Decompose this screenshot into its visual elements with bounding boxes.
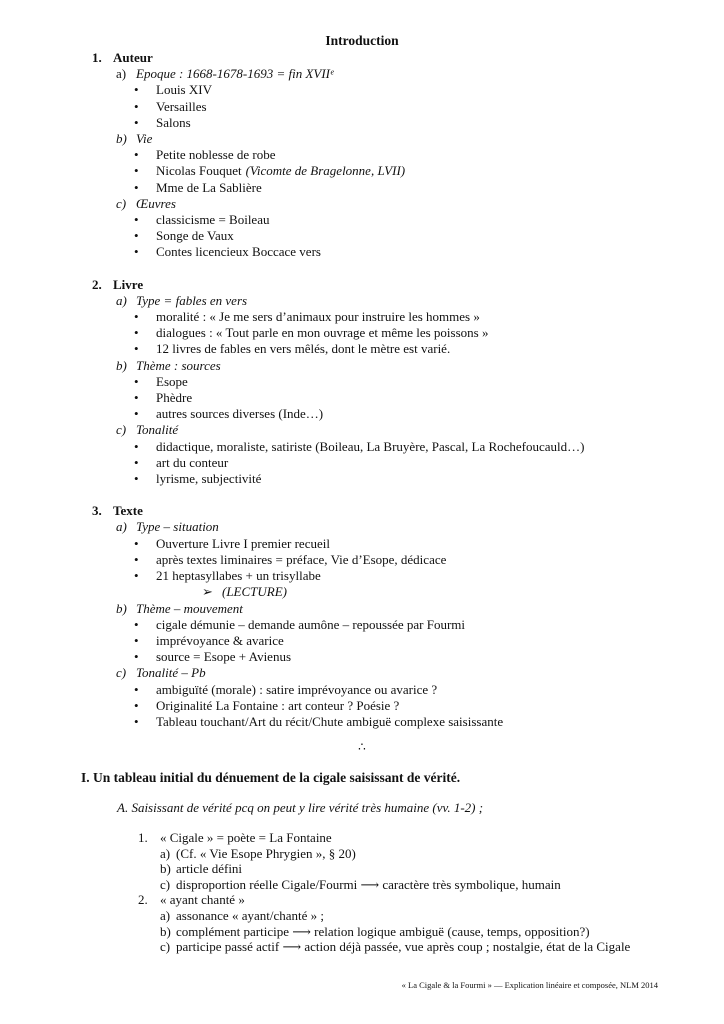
section-number: 1. <box>92 50 102 65</box>
bullet-item <box>92 390 692 406</box>
bullet-item <box>92 228 692 244</box>
bullet-text: Petite noblesse de robe <box>156 147 276 163</box>
bullet-item <box>92 552 692 568</box>
bullet-mark: • <box>134 568 139 584</box>
bullet-item <box>92 374 692 390</box>
detail-sub-text: participe passé actif ⟶ action déjà passée, vue après coup ; nostalgie, état de la Cigale <box>176 939 631 955</box>
page-title: Introduction <box>325 33 399 48</box>
subsection-heading <box>92 196 692 212</box>
subsection-heading <box>92 293 692 309</box>
bullet-item <box>92 617 692 633</box>
bullet-mark: • <box>134 616 139 632</box>
bullet-item <box>92 325 692 341</box>
section-gap <box>92 261 692 277</box>
bullet-mark: • <box>134 228 139 244</box>
bullet-text: autres sources diverses (Inde…) <box>156 406 324 422</box>
bullet-item <box>92 115 692 131</box>
section-gap <box>92 487 692 503</box>
detail-text: « Cigale » = poète = La Fontaine <box>160 830 332 845</box>
bullet-text: Nicolas Fouquet <box>156 163 242 179</box>
bullet-item <box>92 682 692 698</box>
detail-sub-text: article défini <box>176 861 243 877</box>
section-title: Texte <box>113 503 143 519</box>
bullet-mark: • <box>134 713 139 729</box>
bullet-mark: • <box>134 406 139 422</box>
bullet-text: Salons <box>156 114 191 130</box>
detail-sub-text: disproportion réelle Cigale/Fourmi ⟶ caractère très symbolique, humain <box>176 876 561 892</box>
detail-list <box>138 830 698 955</box>
subsection-title: Vie <box>136 131 153 147</box>
bullet-text: art du conteur <box>156 454 229 470</box>
section-number: 2. <box>92 276 102 292</box>
subsection-letter: c) <box>116 665 127 681</box>
subsection-letter: c) <box>116 195 127 211</box>
detail-subitem <box>138 924 698 940</box>
subsection-title: Thème : sources <box>136 357 221 373</box>
bullet-item <box>92 568 692 584</box>
bullet-mark: • <box>134 147 139 163</box>
detail-number: 1. <box>138 830 148 845</box>
bullet-mark: • <box>134 551 139 567</box>
detail-sub-text: (Cf. « Vie Esope Phrygien », § 20) <box>176 845 356 861</box>
bullet-mark: • <box>134 681 139 697</box>
bullet-mark: • <box>134 471 139 487</box>
detail-sub-letter: b) <box>160 923 171 939</box>
section-number: 3. <box>92 503 102 519</box>
bullet-mark: • <box>134 98 139 114</box>
bullet-text: lyrisme, subjectivité <box>156 471 262 487</box>
bullet-mark: • <box>134 341 139 357</box>
subsection-heading <box>92 131 692 147</box>
bullet-item <box>92 714 692 730</box>
bullet-text: Louis XIV <box>156 82 212 98</box>
detail-sub-letter: a) <box>160 845 171 861</box>
bullet-item <box>92 633 692 649</box>
bullet-mark: • <box>134 390 139 406</box>
bullet-item <box>92 163 692 179</box>
subsection-heading <box>92 665 692 681</box>
bullet-mark: • <box>134 163 139 179</box>
bullet-text: imprévoyance & avarice <box>156 632 284 648</box>
subsection-title: Thème – mouvement <box>136 600 243 616</box>
page-footer: « La Cigale & la Fourmi » — Explication linéaire et composée, NLM 2014 <box>401 980 658 990</box>
detail-sub-letter: c) <box>160 876 171 892</box>
bullet-text: dialogues : « Tout parle en mon ouvrage et même les poissons » <box>156 325 489 341</box>
subpart-title: A. Saisissant de vérité pcq on peut y lire vérité très humaine (vv. 1-2) ; <box>117 800 484 815</box>
detail-subitem <box>138 939 698 955</box>
bullet-mark: • <box>134 535 139 551</box>
subsection-title: Epoque : 1668-1678-1693 = fin XVIIᵉ <box>136 66 334 82</box>
bullet-item <box>92 99 692 115</box>
bullet-text: classicisme = Boileau <box>156 212 270 228</box>
bullet-text: Versailles <box>156 98 207 114</box>
detail-number: 2. <box>138 892 148 908</box>
bullet-item <box>92 536 692 552</box>
bullet-mark: • <box>134 373 139 389</box>
subsection-letter: b) <box>116 131 127 147</box>
subsection-letter: b) <box>116 357 127 373</box>
bullet-mark: • <box>134 438 139 454</box>
detail-subitem <box>138 846 698 862</box>
section-heading <box>92 277 692 293</box>
bullet-item <box>92 455 692 471</box>
section-title: Auteur <box>113 50 153 65</box>
detail-text: « ayant chanté » <box>160 892 245 908</box>
section-title: Livre <box>113 276 144 292</box>
subsection-letter: a) <box>116 66 127 82</box>
bullet-text: 12 livres de fables en vers mêlés, dont le mètre est varié. <box>156 341 451 357</box>
subsection-heading <box>92 519 692 535</box>
bullet-text: Esope <box>156 373 188 389</box>
bullet-item <box>92 244 692 260</box>
detail-subitem <box>138 861 698 877</box>
bullet-mark: • <box>134 697 139 713</box>
bullet-item <box>92 471 692 487</box>
subsection-title: Œuvres <box>136 195 176 211</box>
subsection-heading <box>92 358 692 374</box>
bullet-mark: • <box>134 454 139 470</box>
subsection-title: Type = fables en vers <box>136 292 248 308</box>
bullet-item <box>92 82 692 98</box>
bullet-text: Ouverture Livre I premier recueil <box>156 535 330 551</box>
detail-subitem <box>138 908 698 924</box>
subsection-heading <box>92 66 692 82</box>
bullet-item <box>92 439 692 455</box>
subsection-title: Tonalité – Pb <box>136 665 206 681</box>
bullet-item <box>92 649 692 665</box>
detail-item <box>138 830 698 846</box>
separator-mark: ∴ <box>358 740 366 754</box>
bullet-text: Originalité La Fontaine : art conteur ? Poésie ? <box>156 697 400 713</box>
bullet-mark: • <box>134 325 139 341</box>
bullet-mark: • <box>134 212 139 228</box>
detail-sub-letter: a) <box>160 907 171 923</box>
subsection-title: Type – situation <box>136 519 219 535</box>
subsection-letter: a) <box>116 292 127 308</box>
bullet-text: 21 heptasyllabes + un trisyllabe <box>156 568 321 584</box>
bullet-item <box>92 341 692 357</box>
subsection-heading <box>92 422 692 438</box>
bullet-mark: • <box>134 114 139 130</box>
bullet-mark: • <box>134 244 139 260</box>
subsection-letter: b) <box>116 600 127 616</box>
detail-item <box>138 892 698 908</box>
bullet-text: moralité : « Je me sers d’animaux pour instruire les hommes » <box>156 309 480 325</box>
bullet-mark: • <box>134 632 139 648</box>
bullet-item <box>92 698 692 714</box>
bullet-text: Phèdre <box>156 390 193 406</box>
bullet-item <box>92 180 692 196</box>
section-heading <box>92 50 692 66</box>
bullet-text: Mme de La Sablière <box>156 179 262 195</box>
bullet-item <box>92 147 692 163</box>
subsection-title: Tonalité <box>136 422 179 438</box>
subsection-letter: a) <box>116 519 127 535</box>
bullet-text: didactique, moraliste, satiriste (Boileau, La Bruyère, Pascal, La Rochefoucauld…) <box>156 438 585 454</box>
bullet-item <box>92 212 692 228</box>
part-title: I. Un tableau initial du dénuement de la cigale saisissant de vérité. <box>81 770 461 785</box>
subsection-letter: c) <box>116 422 127 438</box>
bullet-mark: • <box>134 179 139 195</box>
detail-sub-letter: c) <box>160 939 171 955</box>
bullet-text: Tableau touchant/Art du récit/Chute ambiguë complexe saisissante <box>156 713 504 729</box>
bullet-mark: • <box>134 649 139 665</box>
arrow-bullet-icon: ➢ <box>202 584 213 600</box>
introduction-plan <box>92 50 692 730</box>
section-heading <box>92 503 692 519</box>
bullet-item <box>92 406 692 422</box>
bullet-text: ambiguïté (morale) : satire imprévoyance ou avarice ? <box>156 681 438 697</box>
lecture-text: (LECTURE) <box>222 584 287 600</box>
subsection-heading <box>92 601 692 617</box>
detail-sub-letter: b) <box>160 861 171 877</box>
bullet-mark: • <box>134 82 139 98</box>
bullet-text: après textes liminaires = préface, Vie d’Esope, dédicace <box>156 551 447 567</box>
bullet-item <box>92 309 692 325</box>
detail-subitem <box>138 877 698 893</box>
lecture-item <box>92 584 692 600</box>
bullet-mark: • <box>134 309 139 325</box>
bullet-text: Songe de Vaux <box>156 228 234 244</box>
detail-sub-text: complément participe ⟶ relation logique ambiguë (cause, temps, opposition?) <box>176 923 590 939</box>
detail-sub-text: assonance « ayant/chanté » ; <box>176 907 324 923</box>
bullet-text: Contes licencieux Boccace vers <box>156 244 321 260</box>
bullet-text: cigale démunie – demande aumône – repoussée par Fourmi <box>156 616 466 632</box>
bullet-text: source = Esope + Avienus <box>156 649 292 665</box>
fouquet-note: (Vicomte de Bragelonne, LVII) <box>245 163 406 179</box>
